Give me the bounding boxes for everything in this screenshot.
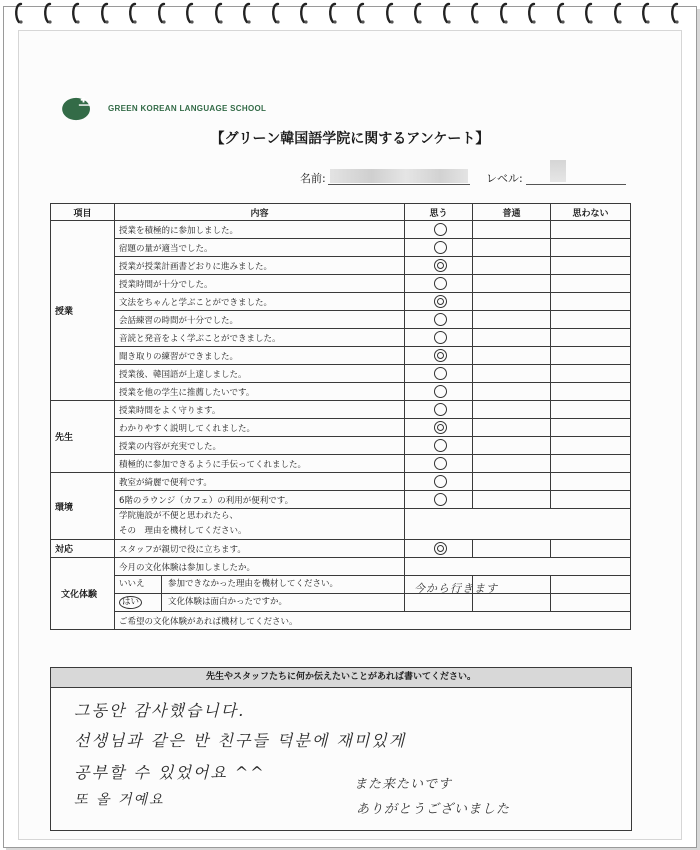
answer-cell[interactable]	[473, 329, 551, 347]
spiral-binding	[14, 0, 690, 28]
binding-ring	[71, 2, 81, 24]
binding-ring	[299, 2, 309, 24]
answer-cell[interactable]	[405, 311, 473, 329]
answer-cell[interactable]	[473, 383, 551, 401]
handwriting-line: 선생님과 같은 반 친구들 덕분에 재미있게	[74, 731, 407, 750]
table-header-row	[51, 204, 631, 221]
answer-cell[interactable]	[551, 576, 631, 594]
table-row	[51, 576, 631, 594]
answer-cell[interactable]	[473, 257, 551, 275]
answer-cell[interactable]	[405, 365, 473, 383]
category-cell: 対応	[51, 540, 115, 558]
binding-ring	[43, 2, 53, 24]
answer-cell[interactable]	[473, 455, 551, 473]
question-cell: 積極的に参加できるように手伝ってくれました。	[115, 455, 405, 473]
question-cell	[115, 594, 405, 612]
answer-cell[interactable]	[473, 437, 551, 455]
name-label: 名前:	[300, 172, 326, 185]
answer-cell[interactable]	[551, 329, 631, 347]
column-header: 項目	[51, 204, 115, 221]
circle-mark-icon	[434, 493, 447, 506]
circle-mark-icon	[434, 439, 447, 452]
free-text-answer-cell[interactable]	[405, 509, 631, 540]
category-cell: 先生	[51, 401, 115, 473]
question-cell: 会話練習の時間が十分でした。	[115, 311, 405, 329]
answer-cell[interactable]	[405, 383, 473, 401]
no-reason-label: 参加できなかった理由を機材してください。	[168, 579, 339, 589]
answer-cell[interactable]	[405, 401, 473, 419]
table-row	[51, 365, 631, 383]
column-header: 思わない	[551, 204, 631, 221]
answer-cell[interactable]	[473, 221, 551, 239]
yes-option-circled: はい	[119, 596, 142, 609]
answer-cell[interactable]	[551, 275, 631, 293]
binding-ring	[214, 2, 224, 24]
handwriting-line: 공부할 수 있었어요 ^^	[74, 763, 266, 782]
table-row	[51, 491, 631, 509]
table-row	[51, 419, 631, 437]
answer-cell[interactable]	[551, 594, 631, 612]
table-row	[51, 293, 631, 311]
comment-prompt: 先生やスタッフたちに何か伝えたいことがあれば書いてください。	[50, 667, 632, 688]
question-cell: 授業時間が十分でした。	[115, 275, 405, 293]
double-circle-mark-icon	[434, 259, 447, 272]
answer-cell[interactable]	[405, 347, 473, 365]
answer-cell[interactable]	[405, 473, 473, 491]
question-cell: 授業時間をよく守ります。	[115, 401, 405, 419]
circle-mark-icon	[434, 403, 447, 416]
binding-ring	[527, 2, 537, 24]
yes-option[interactable]	[115, 594, 162, 611]
answer-cell[interactable]	[551, 401, 631, 419]
answer-cell[interactable]	[405, 558, 631, 576]
question-cell: 教室が綺麗で便利です。	[115, 473, 405, 491]
answer-cell[interactable]	[473, 239, 551, 257]
answer-cell[interactable]	[405, 455, 473, 473]
wish-cell[interactable]	[115, 612, 631, 630]
binding-ring	[385, 2, 395, 24]
double-circle-mark-icon	[434, 421, 447, 434]
question-cell: 今月の文化体験は参加しましたか。	[115, 558, 405, 576]
handwritten-culture-answer: 今から行きます	[414, 582, 498, 595]
free-text-row	[51, 509, 631, 540]
redacted-level	[550, 160, 566, 182]
answer-cell[interactable]	[473, 594, 551, 612]
binding-ring	[413, 2, 423, 24]
answer-cell[interactable]	[551, 473, 631, 491]
answer-cell[interactable]	[473, 473, 551, 491]
survey-table	[50, 203, 631, 630]
question-cell: 聞き取りの練習ができました。	[115, 347, 405, 365]
answer-cell[interactable]	[551, 347, 631, 365]
table-row	[51, 329, 631, 347]
answer-cell[interactable]	[405, 257, 473, 275]
answer-cell[interactable]	[405, 540, 473, 558]
answer-cell[interactable]	[473, 347, 551, 365]
binding-ring	[157, 2, 167, 24]
wish-label: ご希望の文化体験があれば機材してください。	[119, 616, 298, 627]
binding-ring	[670, 2, 680, 24]
handwriting-line: 또 올 거예요	[74, 792, 165, 808]
name-line	[328, 184, 470, 185]
answer-cell[interactable]	[405, 491, 473, 509]
answer-cell[interactable]	[551, 419, 631, 437]
circle-mark-icon	[434, 223, 447, 236]
table-row	[51, 455, 631, 473]
binding-ring	[470, 2, 480, 24]
answer-cell[interactable]	[551, 293, 631, 311]
binding-ring	[356, 2, 366, 24]
answer-cell[interactable]	[551, 365, 631, 383]
question-cell	[115, 576, 405, 594]
binding-ring	[442, 2, 452, 24]
answer-cell[interactable]	[405, 419, 473, 437]
table-row	[51, 383, 631, 401]
table-row	[51, 473, 631, 491]
free-text-label: その 理由を機材してください。	[119, 526, 247, 536]
answer-cell[interactable]	[473, 401, 551, 419]
answer-cell[interactable]	[405, 221, 473, 239]
question-cell: 音読と発音をよく学ぶことができました。	[115, 329, 405, 347]
question-cell: 授業後、韓国語が上達しました。	[115, 365, 405, 383]
yes-question-label: 文化体験は面白かったですか。	[168, 597, 288, 607]
answer-cell[interactable]	[473, 293, 551, 311]
circle-mark-icon	[434, 385, 447, 398]
binding-ring	[556, 2, 566, 24]
binding-ring	[185, 2, 195, 24]
column-header: 普通	[473, 204, 551, 221]
question-cell: わかりやすく説明してくれました。	[115, 419, 405, 437]
answer-cell[interactable]	[551, 540, 631, 558]
answer-cell[interactable]	[405, 293, 473, 311]
answer-cell[interactable]	[473, 365, 551, 383]
answer-cell[interactable]	[473, 540, 551, 558]
circle-mark-icon	[434, 277, 447, 290]
question-cell: 6階のラウンジ（カフェ）の利用が便利です。	[115, 491, 405, 509]
question-cell: 授業の内容が充実でした。	[115, 437, 405, 455]
answer-cell[interactable]	[405, 437, 473, 455]
answer-cell[interactable]	[551, 437, 631, 455]
binding-ring	[613, 2, 623, 24]
free-text-cell[interactable]	[115, 509, 405, 540]
column-header: 内容	[115, 204, 405, 221]
answer-cell[interactable]	[473, 419, 551, 437]
question-cell: 授業が授業計画書どおりに進みました。	[115, 257, 405, 275]
table-row	[51, 437, 631, 455]
level-label: レベル:	[486, 172, 523, 185]
binding-ring	[328, 2, 338, 24]
binding-ring	[14, 2, 24, 24]
binding-ring	[271, 2, 281, 24]
answer-cell[interactable]	[473, 311, 551, 329]
question-cell: 授業を積極的に参加しました。	[115, 221, 405, 239]
answer-cell[interactable]	[551, 491, 631, 509]
redacted-name	[330, 169, 468, 183]
table-row	[51, 540, 631, 558]
table-row	[51, 311, 631, 329]
column-header: 思う	[405, 204, 473, 221]
no-option[interactable]: いいえ	[115, 576, 162, 593]
handwriting-jp-line: また来たいです	[354, 777, 453, 792]
binding-ring	[641, 2, 651, 24]
answer-cell[interactable]	[405, 239, 473, 257]
binding-ring	[499, 2, 509, 24]
school-logo-icon	[60, 96, 94, 122]
answer-cell[interactable]	[551, 239, 631, 257]
question-cell: 授業を他の学生に推薦したいです。	[115, 383, 405, 401]
circle-mark-icon	[434, 367, 447, 380]
table-row	[51, 275, 631, 293]
category-cell: 環境	[51, 473, 115, 540]
handwriting-line: 그동안 감사했습니다.	[74, 701, 246, 720]
school-name: GREEN KOREAN LANGUAGE SCHOOL	[108, 104, 267, 113]
category-cell: 文化体験	[51, 558, 115, 630]
answer-cell[interactable]	[551, 455, 631, 473]
table-row	[51, 594, 631, 612]
free-text-label: 学院施設が不便と思われたら、	[119, 511, 239, 521]
answer-cell[interactable]	[551, 311, 631, 329]
question-cell: スタッフが親切で役に立ちます。	[115, 540, 405, 558]
answer-cell[interactable]	[551, 257, 631, 275]
answer-cell[interactable]	[473, 275, 551, 293]
table-row	[51, 239, 631, 257]
double-circle-mark-icon	[434, 542, 447, 555]
answer-cell[interactable]	[405, 329, 473, 347]
double-circle-mark-icon	[434, 349, 447, 362]
answer-cell[interactable]	[405, 275, 473, 293]
category-cell: 授業	[51, 221, 115, 401]
table-row	[51, 612, 631, 630]
answer-cell[interactable]	[405, 594, 473, 612]
circle-mark-icon	[434, 313, 447, 326]
table-row	[51, 257, 631, 275]
binding-ring	[128, 2, 138, 24]
table-row	[51, 558, 631, 576]
double-circle-mark-icon	[434, 295, 447, 308]
table-row	[51, 347, 631, 365]
table-row	[51, 221, 631, 239]
question-cell: 宿題の量が適当でした。	[115, 239, 405, 257]
circle-mark-icon	[434, 331, 447, 344]
answer-cell[interactable]	[473, 491, 551, 509]
answer-cell[interactable]	[551, 221, 631, 239]
table-row	[51, 401, 631, 419]
survey-title: 【グリーン韓国語学院に関するアンケート】	[210, 131, 490, 147]
circle-mark-icon	[434, 457, 447, 470]
binding-ring	[100, 2, 110, 24]
handwriting-jp-line: ありがとうございました	[356, 802, 511, 817]
question-cell: 文法をちゃんと学ぶことができました。	[115, 293, 405, 311]
circle-mark-icon	[434, 475, 447, 488]
binding-ring	[584, 2, 594, 24]
answer-cell[interactable]	[551, 383, 631, 401]
binding-ring	[242, 2, 252, 24]
level-line	[526, 184, 626, 185]
circle-mark-icon	[434, 241, 447, 254]
table-body	[51, 221, 631, 630]
